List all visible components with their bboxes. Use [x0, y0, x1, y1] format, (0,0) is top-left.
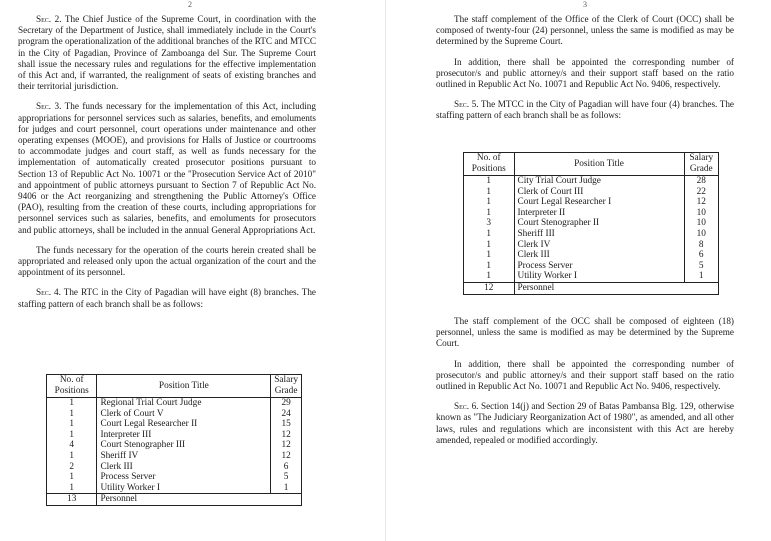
page-number: 2 [188, 0, 192, 9]
section-text: The RTC in the City of Pagadian will have eight (8) branches. The staffing pattern of each branch shall be as follows: [18, 287, 316, 309]
section-text: Section 14(j) and Section 29 of Batas Pambansa Blg. 129, otherwise known as "The Judiciary Reorganization Act of 1980", as amended, and all other laws, rules and regulations which are inconsistent with this Act are hereby amended, repealed or modified accordingly. [436, 401, 735, 445]
positions-cell: 2 [47, 462, 97, 473]
title-cell: Court Legal Researcher II [100, 419, 198, 430]
table-row [47, 430, 301, 441]
grade-cell: 12 [271, 451, 301, 462]
section-text: The MTCC in the City of Pagadian will have four (4) branches. The staffing pattern of each branch shall be as follows: [436, 99, 734, 121]
grade-cell: 12 [684, 197, 718, 208]
total-grade-cell [684, 282, 718, 293]
title-cell: Interpreter II [517, 207, 566, 218]
positions-cell: 1 [464, 208, 514, 219]
grade-cell: 5 [684, 261, 718, 272]
page-number: 3 [583, 0, 587, 9]
total-title-cell: Personnel [514, 282, 684, 293]
table-row [464, 240, 718, 251]
section-label: Sec. 3. [36, 101, 62, 112]
grade-cell: 10 [684, 208, 718, 219]
positions-cell: 1 [464, 197, 514, 208]
table-row [47, 398, 301, 409]
rtc-staffing-table [47, 375, 301, 505]
grade-cell: 29 [271, 398, 301, 409]
section-label: Sec. 2. [36, 14, 62, 24]
table-row [464, 197, 718, 208]
table-row [464, 187, 718, 198]
positions-cell: 1 [47, 419, 97, 430]
table-row [464, 208, 718, 219]
positions-cell: 1 [464, 250, 514, 261]
grade-cell: 28 [684, 176, 718, 187]
section-label: Sec. 5. [454, 99, 479, 110]
table-row [464, 261, 718, 272]
section-4 [18, 287, 316, 309]
total-grade-cell [271, 494, 301, 505]
table-row [47, 483, 301, 494]
positions-cell: 1 [47, 398, 97, 409]
header-position-title: Position Title [97, 375, 271, 398]
title-cell: Interpreter III [100, 429, 152, 440]
right-text-column-top [436, 14, 734, 126]
addition-paragraph-1: In addition, there shall be appointed the corresponding number of prosecutor/s and public attorney/s and their support staff based on the ratio outlined in Republic Act No. 10071 and Republic Act No. 9406, respectively. [436, 56, 734, 90]
grade-cell: 10 [684, 218, 718, 229]
header-salary-grade: Salary Grade [684, 153, 718, 176]
grade-cell: 15 [271, 419, 301, 430]
section-2 [18, 14, 316, 92]
table-row [47, 462, 301, 473]
grade-cell: 1 [271, 483, 301, 494]
mtcc-staffing-table-frame [463, 152, 719, 295]
section-text: The funds necessary for the implementation of this Act, including appropriations for personnel services such as salaries, benefits, and emoluments for judges and court personnel, court operations under maintenance and other operating expenses (MOOE), and provisions for Halls of Justice or courtrooms to accommodate judges and court staff, as well as funds necessary for the implementation of automatically created prosecutor positions pursuant to Section 13 of Republic Act No. 10071 or the "Prosecution Service Act of 2010" and appointment of public attorneys pursuant to Section 7 of Republic Act No. 9406 or the Act reorganizing and strengthening the Public Attorney's Office (PAO), resulting from the creation of these courts, including appropriations for personnel services such as salaries, benefits, and emoluments for prosecutors and public attorneys, shall be included in the annual General Appropriations Act. [18, 101, 316, 235]
section-6 [436, 401, 734, 446]
positions-cell: 1 [47, 472, 97, 483]
grade-cell: 6 [271, 462, 301, 473]
positions-cell: 1 [464, 176, 514, 187]
section-5 [436, 99, 734, 121]
table-row [464, 176, 718, 187]
positions-cell: 1 [464, 240, 514, 251]
table-row [464, 229, 718, 240]
section-text: The Chief Justice of the Supreme Court, in coordination with the Secretary of the Department of Justice, shall immediately include in the Court's program the operationalization of the additional branches of the RTC and MTCC in the City of Pagadian, Province of Zamboanga del Sur. The Supreme Court shall issue the necessary rules and regulations for the effective implementation of this Act and, if warranted, the realignment of seats of existing branches and their territorial jurisdiction. [18, 14, 316, 92]
total-count-cell: 13 [47, 494, 97, 505]
grade-cell: 12 [271, 430, 301, 441]
positions-cell: 1 [464, 187, 514, 198]
title-cell: Clerk of Court III [517, 186, 584, 197]
table-row [47, 409, 301, 420]
right-text-column-bottom [436, 316, 734, 455]
rtc-staffing-table-frame [46, 374, 302, 506]
title-cell: Court Legal Researcher I [517, 197, 612, 208]
title-cell: Process Server [517, 260, 573, 271]
title-cell: Court Stenographer II [517, 218, 600, 229]
left-text-column [18, 14, 316, 314]
section-3 [18, 101, 316, 235]
table-header-row [47, 375, 301, 398]
total-count-cell: 12 [464, 282, 514, 293]
grade-cell: 6 [684, 250, 718, 261]
title-cell: City Trial Court Judge [517, 176, 601, 186]
title-cell: Process Server [100, 472, 156, 483]
right-page [386, 0, 771, 541]
left-page [0, 0, 385, 541]
header-positions: No. of Positions [47, 375, 97, 398]
funds-paragraph: The funds necessary for the operation of the courts herein created shall be appropriated and released only upon the actual organization of the court and the appointment of its personnel. [18, 244, 316, 278]
title-cell: Clerk III [517, 250, 550, 261]
section-label: Sec. 6. [454, 401, 479, 412]
table-row [464, 250, 718, 261]
title-cell: Regional Trial Court Judge [100, 398, 202, 408]
grade-cell: 22 [684, 187, 718, 198]
positions-cell: 1 [47, 451, 97, 462]
table-total-row [47, 494, 301, 505]
title-cell: Clerk of Court V [100, 408, 164, 419]
grade-cell: 12 [271, 440, 301, 451]
table-row [47, 440, 301, 451]
table-header-row [464, 153, 718, 176]
header-positions: No. of Positions [464, 153, 514, 176]
positions-cell: 1 [47, 483, 97, 494]
addition-paragraph-2: In addition, there shall be appointed the corresponding number of prosecutor/s and public attorney/s and their support staff based on the ratio outlined in Republic Act No. 10071 and Republic Act No. 9406, respectively. [436, 358, 734, 392]
grade-cell: 8 [684, 240, 718, 251]
title-cell: Court Stenographer III [100, 440, 186, 451]
positions-cell: 4 [47, 440, 97, 451]
positions-cell: 1 [464, 229, 514, 240]
table-row [464, 218, 718, 229]
header-position-title: Position Title [514, 153, 684, 176]
occ-mtcc-paragraph: The staff complement of the OCC shall be composed of eighteen (18) personnel, unless the same is modified as may be determined by the Supreme Court. [436, 316, 734, 349]
positions-cell: 1 [464, 261, 514, 272]
table-row [464, 271, 718, 282]
table-row [47, 419, 301, 430]
grade-cell: 24 [271, 409, 301, 420]
title-cell: Sheriff III [517, 228, 555, 239]
positions-cell: 1 [464, 271, 514, 282]
occ-rtc-paragraph: The staff complement of the Office of the Clerk of Court (OCC) shall be composed of twenty-four (24) personnel, unless the same is modified as may be determined by the Supreme Court. [436, 14, 734, 47]
title-cell: Sheriff IV [100, 450, 139, 461]
mtcc-staffing-table [464, 153, 718, 294]
grade-cell: 1 [684, 271, 718, 282]
total-title-cell: Personnel [97, 494, 271, 505]
positions-cell: 3 [464, 218, 514, 229]
grade-cell: 10 [684, 229, 718, 240]
positions-cell: 1 [47, 430, 97, 441]
title-cell: Utility Worker I [100, 482, 160, 493]
header-salary-grade: Salary Grade [271, 375, 301, 398]
grade-cell: 5 [271, 472, 301, 483]
positions-cell: 1 [47, 409, 97, 420]
title-cell: Utility Worker I [517, 271, 577, 282]
section-label: Sec. 4. [36, 287, 61, 298]
table-row [47, 472, 301, 483]
title-cell: Clerk IV [517, 239, 551, 250]
table-total-row [464, 282, 718, 293]
table-row [47, 451, 301, 462]
title-cell: Clerk III [100, 461, 133, 472]
